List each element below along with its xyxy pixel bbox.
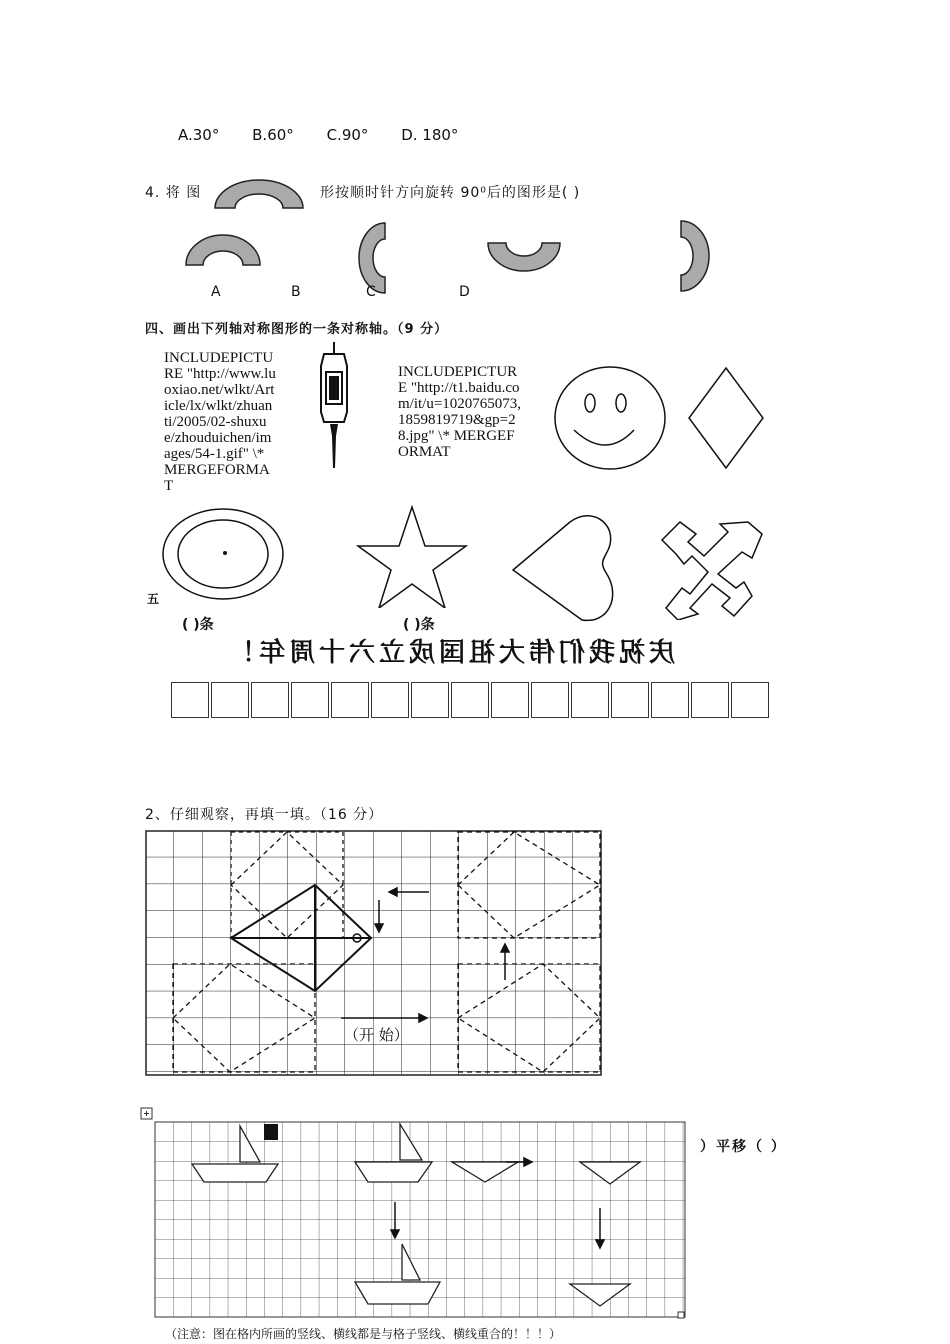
label-b: B xyxy=(291,284,301,300)
heart-figure xyxy=(510,514,616,626)
h-shape-figure xyxy=(656,516,770,620)
option-b: B.60° xyxy=(252,126,294,144)
mirrored-sentence: 庆祝我们伟大祖国成立六十周年！ xyxy=(225,638,676,668)
translate-question-text: ）平移（ ） xyxy=(700,1139,787,1155)
label-d: D xyxy=(459,284,470,300)
answer-box[interactable] xyxy=(251,682,289,718)
answer-box[interactable] xyxy=(691,682,729,718)
section-5-label: 五 xyxy=(147,592,160,606)
section-4-title: 四、画出下列轴对称图形的一条对称轴。（9 分） xyxy=(145,322,449,337)
question-4-prefix: 4. 将 图 xyxy=(145,185,202,201)
answer-box[interactable] xyxy=(371,682,409,718)
rhombus-figure xyxy=(686,366,766,470)
answer-box[interactable] xyxy=(211,682,249,718)
label-a: A xyxy=(211,284,221,300)
lantern-figure xyxy=(316,340,352,472)
original-arch-shape xyxy=(212,178,306,212)
answer-box[interactable] xyxy=(651,682,689,718)
option-a: A.30° xyxy=(178,126,220,144)
answer-box[interactable] xyxy=(411,682,449,718)
answer-box[interactable] xyxy=(531,682,569,718)
symmetry-count-blank-2: ( )条 xyxy=(403,617,435,633)
question-4-text: 形按顺时针方向旋转 90⁰后的图形是( ) xyxy=(320,185,581,201)
answer-box[interactable] xyxy=(171,682,209,718)
ship-translation-grid xyxy=(140,1104,692,1328)
start-label: （开 始） xyxy=(344,1026,409,1044)
question-2-title: 2、仔细观察，再填一填。（16 分） xyxy=(145,807,384,823)
concentric-ellipses-figure xyxy=(160,506,286,610)
option-c-shape xyxy=(485,240,563,272)
answer-box[interactable] xyxy=(571,682,609,718)
answer-boxes xyxy=(171,682,771,718)
image-placeholder-1: INCLUDEPICTURE "http://www.luoxiao.net/wlkt/Article/lx/wlkt/zhuanti/2005/02-shuxue/zhouduichen/images/54-1.gif" \* MERGEFORMAT xyxy=(164,350,276,494)
answer-box[interactable] xyxy=(451,682,489,718)
image-placeholder-2: INCLUDEPICTURE "http://t1.baidu.com/it/u=1020765073,1859819719&gp=28.jpg" \* MERGEFORMAT xyxy=(398,364,522,460)
answer-box[interactable] xyxy=(491,682,529,718)
answer-box[interactable] xyxy=(611,682,649,718)
grid-note: （注意：图在格内所画的竖线、横线都是与格子竖线、横线重合的！！！） xyxy=(165,1327,562,1341)
option-d: D. 180° xyxy=(401,126,459,144)
symmetry-count-blank-1: ( )条 xyxy=(182,617,214,633)
option-d-shape xyxy=(678,218,712,294)
star-figure xyxy=(356,504,468,608)
answer-box[interactable] xyxy=(331,682,369,718)
answer-options xyxy=(178,126,486,144)
label-c: C xyxy=(366,284,376,300)
option-a-shape xyxy=(183,232,263,268)
answer-box[interactable] xyxy=(291,682,329,718)
smiley-face-figure xyxy=(552,364,668,472)
option-c: C.90° xyxy=(326,126,369,144)
answer-box[interactable] xyxy=(731,682,769,718)
